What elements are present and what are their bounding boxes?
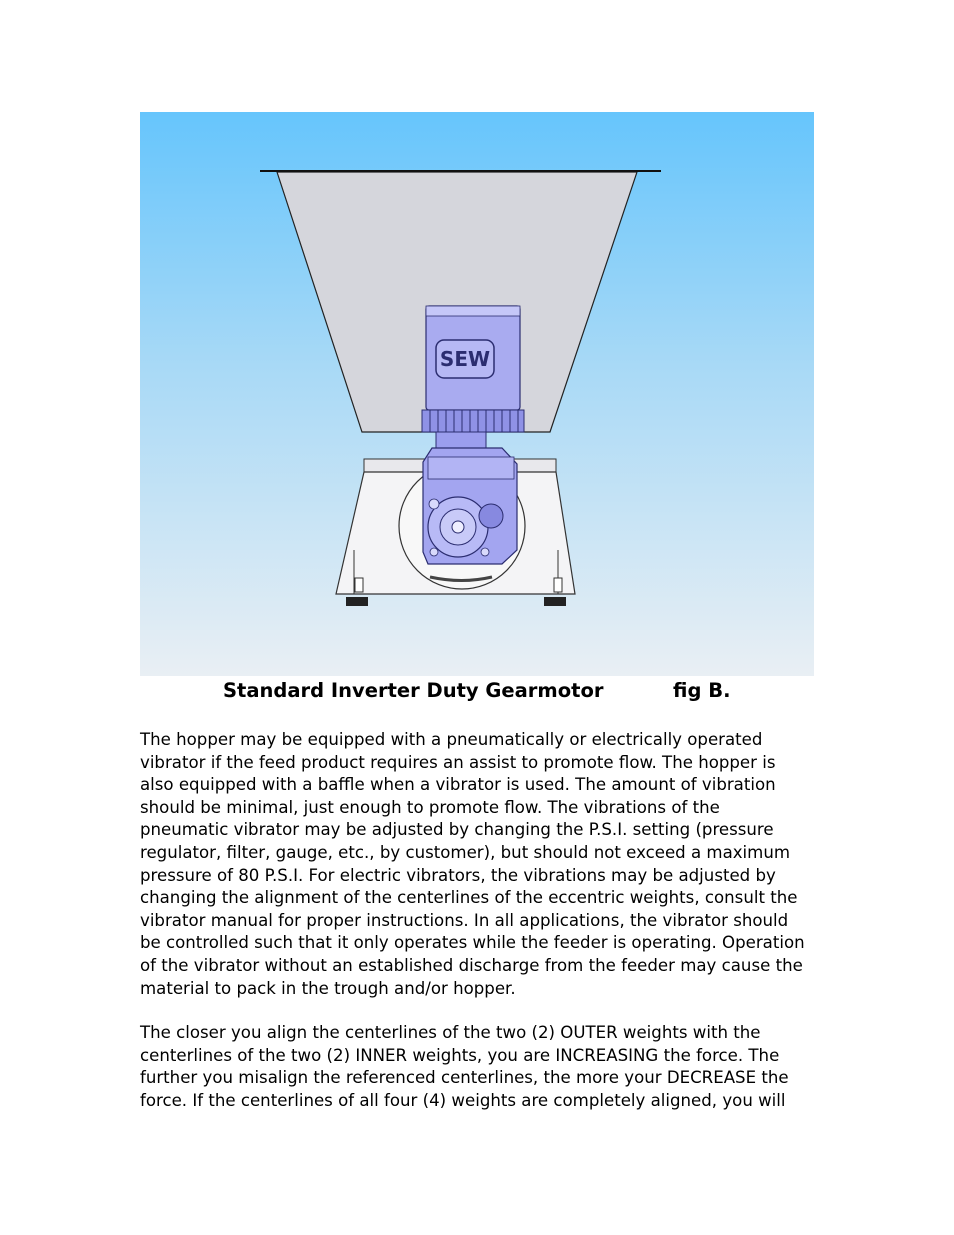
figure-caption xyxy=(140,676,814,706)
paragraph-weights xyxy=(140,1022,812,1112)
motor-logo: SEW xyxy=(439,347,491,371)
text-line: changing the alignment of the centerlines of the eccentric weights, consult the xyxy=(140,888,798,908)
text-line: The closer you align the centerlines of the two (2) OUTER weights with the xyxy=(140,1023,761,1042)
gearmotor xyxy=(422,306,524,564)
text-line: be controlled such that it only operates while the feeder is operating. Operation xyxy=(140,933,805,953)
caption-title: Standard Inverter Duty Gearmotor xyxy=(223,679,604,702)
text-line: regulator, filter, gauge, etc., by customer), but should not exceed a maximum xyxy=(140,842,791,862)
gearmotor-figure xyxy=(140,112,814,676)
text-line: vibrator manual for proper instructions. In all applications, the vibrator should xyxy=(140,910,789,930)
text-line: further you misalign the referenced centerlines, the more your DECREASE the xyxy=(140,1068,789,1088)
text-line: of the vibrator without an established discharge from the feeder may cause the xyxy=(140,955,803,975)
text-line: The hopper may be equipped with a pneumatically or electrically operated xyxy=(140,730,763,749)
text-line: centerlines of the two (2) INNER weights, you are INCREASING the force. The xyxy=(140,1045,780,1065)
text-line: vibrator if the feed product requires an assist to promote flow. The hopper is xyxy=(140,752,776,772)
caption-figure-label: fig B. xyxy=(673,679,731,702)
text-line: force. If the centerlines of all four (4) weights are completely aligned, you will xyxy=(140,1090,786,1110)
text-line: pressure of 80 P.S.I. For electric vibrators, the vibrations may be adjusted by xyxy=(140,865,776,885)
text-line: should be minimal, just enough to promote flow. The vibrations of the xyxy=(140,797,720,817)
text-line: pneumatic vibrator may be adjusted by changing the P.S.I. setting (pressure xyxy=(140,820,774,840)
text-line: also equipped with a baffle when a vibrator is used. The amount of vibration xyxy=(140,775,776,795)
paragraph-vibrator xyxy=(140,729,812,1000)
text-line: material to pack in the trough and/or hopper. xyxy=(140,978,516,998)
gearmotor-drawing xyxy=(140,112,814,676)
